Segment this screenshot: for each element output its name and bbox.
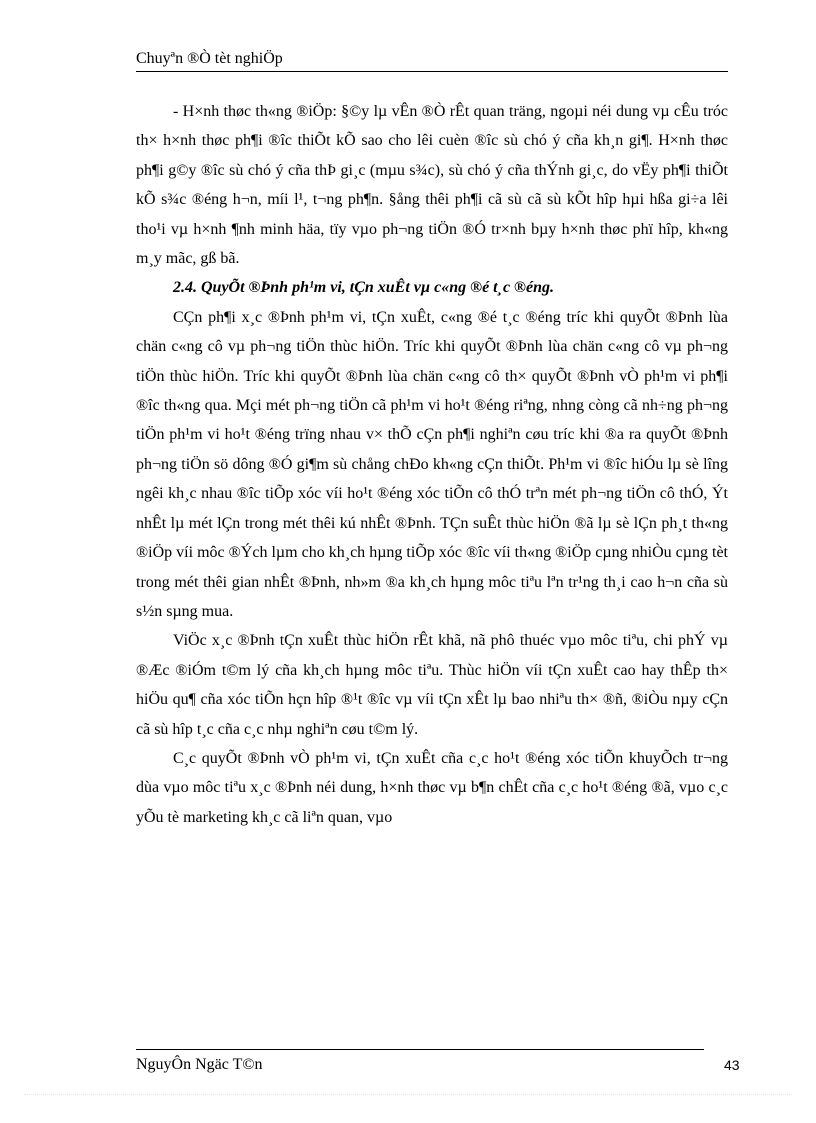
page-bottom-border	[24, 1094, 792, 1095]
page-number: 43	[724, 1057, 740, 1073]
footer-author: NguyÔn Ngäc T©n	[136, 1056, 263, 1073]
section-heading: 2.4. QuyÕt ®Þnh ph¹m vi, tÇn xuÊt vµ c«ng ®é t¸c ®éng.	[173, 279, 554, 297]
paragraph-message-form: - H×nh thøc th«ng ®iÖp: §©y lµ vÊn ®Ò rÊt quan träng, ngoµi néi dung vµ cÊu tróc th× h×nh thøc ph¶i ®îc thiÕt kÕ sao cho lêi cuèn ®îc sù chó ý cña kh¸n gi¶. H×nh thøc ph¶i g©y ®îc sù chó ý cña thÞ gi¸c (mµu s¾c), sù chó ý cña thÝnh gi¸c, do vËy ph¶i thiÕt kÕ s¾c ®éng h¬n, míi l¹, t¬ng ph¶n. §ång thêi ph¶i cã sù cã sù kÕt hîp hµi hßa gi÷a lêi tho¹i vµ h×nh ¶nh minh häa, tïy vµo ph¬ng tiÖn ®Ó tr×nh bµy h×nh thøc phï hîp, kh«ng m¸y mãc, gß bã.	[136, 103, 728, 268]
page-body	[136, 97, 728, 832]
paragraph-scope-frequency: CÇn ph¶i x¸c ®Þnh ph¹m vi, tÇn xuÊt, c«ng ®é t¸c ®éng tríc khi quyÕt ®Þnh lùa chän c«ng cô vµ ph¬ng tiÖn thùc hiÖn. Tríc khi quyÕt ®Þnh lùa chän c«ng cô vµ ph¬ng tiÖn thùc hiÖn. Tríc khi quyÕt ®Þnh lùa chän c«ng cô th× quyÕt ®Þnh vÒ ph¹m vi ph¶i ®îc th«ng qua. Mçi mét ph¬ng tiÖn cã ph¹m vi ho¹t ®éng riªng, nhng còng cã nh÷ng ph¬ng tiÖn ph¹m vi ho¹t ®éng trïng nhau v× thÕ cÇn ph¶i nghiªn cøu tríc khi ®a ra quyÕt ®Þnh ph¬ng tiÖn sö dông ®Ó gi¶m sù chång chÐo kh«ng cÇn thiÕt. Ph¹m vi ®îc hiÓu lµ sè lîng ngêi kh¸c nhau ®îc tiÕp xóc víi ho¹t ®éng xóc tiÕn cô thÓ trªn mét ph¬ng tiÖn cô thÓ, Ýt nhÊt lµ mét lÇn trong mét thêi kú nhÊt ®Þnh. TÇn suÊt thùc hiÖn ®ã lµ sè lÇn ph¸t th«ng ®iÖp víi môc ®Ých lµm cho kh¸ch hµng tiÕp xóc ®îc víi th«ng ®iÖp cµng nhiÒu cµng tèt trong mét thêi gian nhÊt ®Þnh, nh»m ®a kh¸ch hµng môc tiªu lªn tr¹ng th¸i cao h¬n cña sù s½n sµng mua.	[136, 308, 728, 620]
paragraph-frequency-decision: ViÖc x¸c ®Þnh tÇn xuÊt thùc hiÖn rÊt khã, nã phô thuéc vµo môc tiªu, chi phÝ vµ ®Æc ®iÓm t©m lý cña kh¸ch hµng môc tiªu. Thùc hiÖn víi tÇn xuÊt cao hay thÊp th× hiÖu qu¶ cña xóc tiÕn hçn hîp ®¹t ®îc vµ víi tÇn xÊt lµ bao nhiªu th× ®ñ, ®iÒu nµy cÇn cã sù hîp t¸c cña c¸c nhµ nghiªn cøu t©m lý.	[136, 632, 728, 738]
page-header: Chuyªn ®Ò tèt nghiÖp	[136, 48, 728, 72]
footer-divider	[136, 1049, 704, 1050]
paragraph-decisions: C¸c quyÕt ®Þnh vÒ ph¹m vi, tÇn xuÊt cña c¸c ho¹t ®éng xóc tiÕn khuyÕch tr¬ng dùa vµo môc tiªu x¸c ®Þnh néi dung, h×nh thøc vµ b¶n chÊt cña c¸c ho¹t ®éng ®ã, vµo c¸c yÕu tè marketing kh¸c cã liªn quan, vµo	[136, 749, 728, 826]
